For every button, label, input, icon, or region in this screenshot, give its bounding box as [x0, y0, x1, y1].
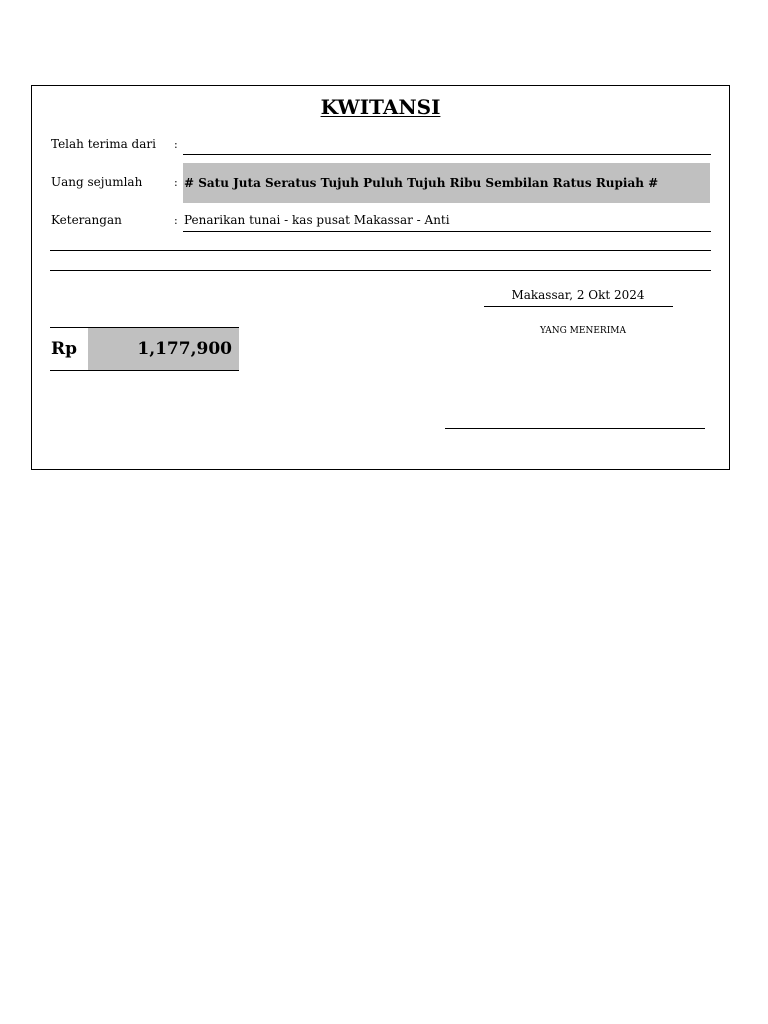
- description-label: Keterangan: [51, 213, 122, 227]
- received-from-label: Telah terima dari: [51, 137, 156, 151]
- received-from-underline: [183, 154, 711, 155]
- amount-value: 1,177,900: [88, 328, 239, 370]
- amount-words-value: # Satu Juta Seratus Tujuh Puluh Tujuh Ribu Sembilan Ratus Rupiah #: [183, 163, 710, 203]
- received-from-colon: :: [174, 138, 178, 151]
- description-value: Penarikan tunai - kas pusat Makassar - Anti: [184, 213, 450, 227]
- blank-line-1: [50, 250, 711, 251]
- amount-words-colon: :: [174, 176, 178, 189]
- receiver-label: YANG MENERIMA: [540, 326, 626, 336]
- place-date: Makassar, 2 Okt 2024: [511, 288, 645, 302]
- amount-box: [50, 327, 239, 371]
- receipt-title: KWITANSI: [320, 95, 441, 119]
- receipt-form: [31, 85, 730, 470]
- amount-words-label: Uang sejumlah: [51, 175, 143, 189]
- description-colon: :: [174, 214, 178, 227]
- description-underline: [183, 231, 711, 232]
- currency-label: Rp: [51, 339, 78, 359]
- place-date-underline: [484, 306, 673, 307]
- blank-line-2: [50, 270, 711, 271]
- signature-line: [445, 428, 705, 429]
